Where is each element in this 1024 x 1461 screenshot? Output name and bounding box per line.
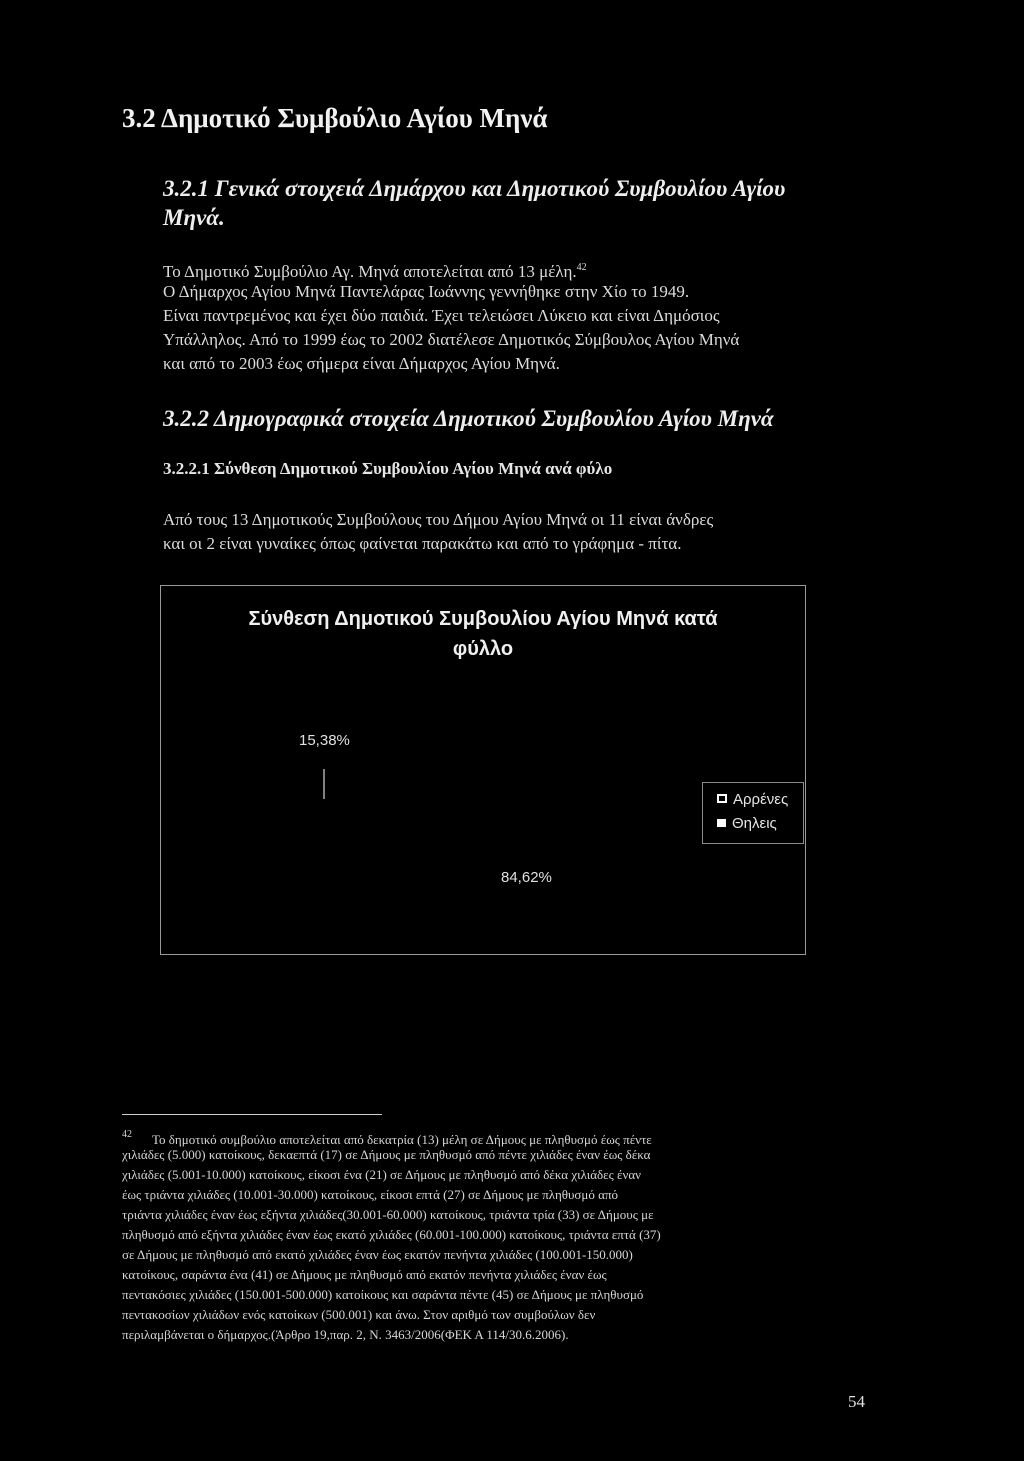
paragraph1-line5: και από το 2003 έως σήμερα είναι Δήμαρχος Αγίου Μηνά. (163, 354, 560, 373)
pie-chart (160, 585, 806, 955)
section-heading: 3.2 Δημοτικό Συμβούλιο Αγίου Μηνά (122, 103, 548, 133)
footnote-line6: πληθυσμό από εξήντα χιλιάδες έναν έως εκατό χιλιάδες (60.001-100.000) κατοίκους, τριάντα επτά (37) (122, 1227, 661, 1242)
legend-item-male (717, 791, 788, 808)
footnote-line7: σε Δήμους με πληθυσμό από εκατό χιλιάδες έναν έως εκατόν πενήντα χιλιάδες (100.001-150.000) (122, 1247, 633, 1262)
paragraph2-line1: Από τους 13 Δημοτικούς Συμβούλους του Δήμου Αγίου Μηνά οι 11 είναι άνδρες (163, 510, 714, 529)
legend-label-female: Θηλεις (732, 815, 777, 832)
legend-item-female (717, 815, 777, 832)
paragraph1-line3: Είναι παντρεμένος και έχει δύο παιδιά. Έχει τελειώσει Λύκειο και είναι Δημόσιος (163, 306, 720, 325)
legend-swatch-male (717, 794, 727, 803)
footnote-separator (122, 1114, 382, 1115)
subsection-heading-line2: Μηνά. (163, 205, 225, 230)
paragraph1-line4: Υπάλληλος. Από το 1999 έως το 2002 διατέλεσε Δημοτικός Σύμβουλος Αγίου Μηνά (163, 330, 740, 349)
chart-title-line1: Σύνθεση Δημοτικού Συμβουλίου Αγίου Μηνά κατά (248, 608, 718, 630)
footnote-ref[interactable]: 42 (576, 262, 587, 273)
paragraph1-line2: Ο Δήμαρχος Αγίου Μηνά Παντελάρας Ιωάννης γεννήθηκε στην Χίο το 1949. (163, 282, 690, 301)
footnote-line5: τριάντα χιλιάδες έναν έως εξήντα χιλιάδες(30.001-60.000) κατοίκους, τριάντα τρία (33) σε Δήμους με (122, 1207, 654, 1222)
footnote-line8: κατοίκους, σαράντα ένα (41) σε Δήμους με πληθυσμό από εκατόν πενήντα χιλιάδες έναν έως (122, 1267, 607, 1282)
slice-label-female: 15,38% (299, 732, 350, 749)
footnote-line4: έως τριάντα χιλιάδες (10.001-30.000) κατοίκους, είκοσι επτά (27) σε Δήμους με πληθυσμό από (122, 1187, 619, 1202)
page-number: 54 (848, 1392, 865, 1411)
footnote-line10: πεντακοσίων χιλιάδων ενός κατοίκων (500.001) και άνω. Στον αριθμό των συμβούλων δεν (122, 1307, 596, 1322)
paragraph2-line2: και οι 2 είναι γυναίκες όπως φαίνεται παρακάτω και από το γράφημα - πίτα. (163, 534, 682, 553)
footnote-line9: πεντακόσιες χιλιάδες (150.001-500.000) κατοίκους και σαράντα πέντε (45) σε Δήμους με πληθυσμό (122, 1287, 644, 1302)
demographics-heading: 3.2.2 Δημογραφικά στοιχεία Δημοτικού Συμβουλίου Αγίου Μηνά (163, 406, 774, 431)
chart-title-line2: φύλλο (452, 638, 514, 660)
slice-label-male: 84,62% (501, 869, 552, 886)
chart-legend (702, 782, 804, 844)
footnote-line1-text: Το δημοτικό συμβούλιο αποτελείται από δεκατρία (13) μέλη σε Δήμους με πληθυσμό έως πέντε (152, 1132, 652, 1147)
composition-heading: 3.2.2.1 Σύνθεση Δημοτικού Συμβουλίου Αγίου Μηνά ανά φύλο (163, 459, 613, 478)
footnote-line2: χιλιάδες (5.000) κατοίκους, δεκαεπτά (17) σε Δήμους με πληθυσμό από πέντε χιλιάδες έναν έως δέκα (122, 1147, 651, 1162)
footnote-line3: χιλιάδες (5.001-10.000) κατοίκους, είκοσι ένα (21) σε Δήμους με πληθυσμό από δέκα χιλιάδες έναν (122, 1167, 642, 1182)
footnote-marker: 42 (122, 1129, 132, 1140)
subsection-heading-line1: 3.2.1 Γενικά στοιχειά Δημάρχου και Δημοτικού Συμβουλίου Αγίου (163, 176, 786, 201)
footnote-line11: περιλαμβάνεται ο δήμαρχος.(Άρθρο 19,παρ. 2, Ν. 3463/2006(ΦΕΚ Α 114/30.6.2006). (122, 1327, 569, 1342)
pie-plot (161, 586, 805, 954)
legend-swatch-female (717, 819, 726, 827)
legend-label-male: Αρρένες (733, 791, 789, 808)
paragraph1-line1-text: Το Δημοτικό Συμβούλιο Αγ. Μηνά αποτελείται από 13 μέλη. (163, 262, 577, 281)
